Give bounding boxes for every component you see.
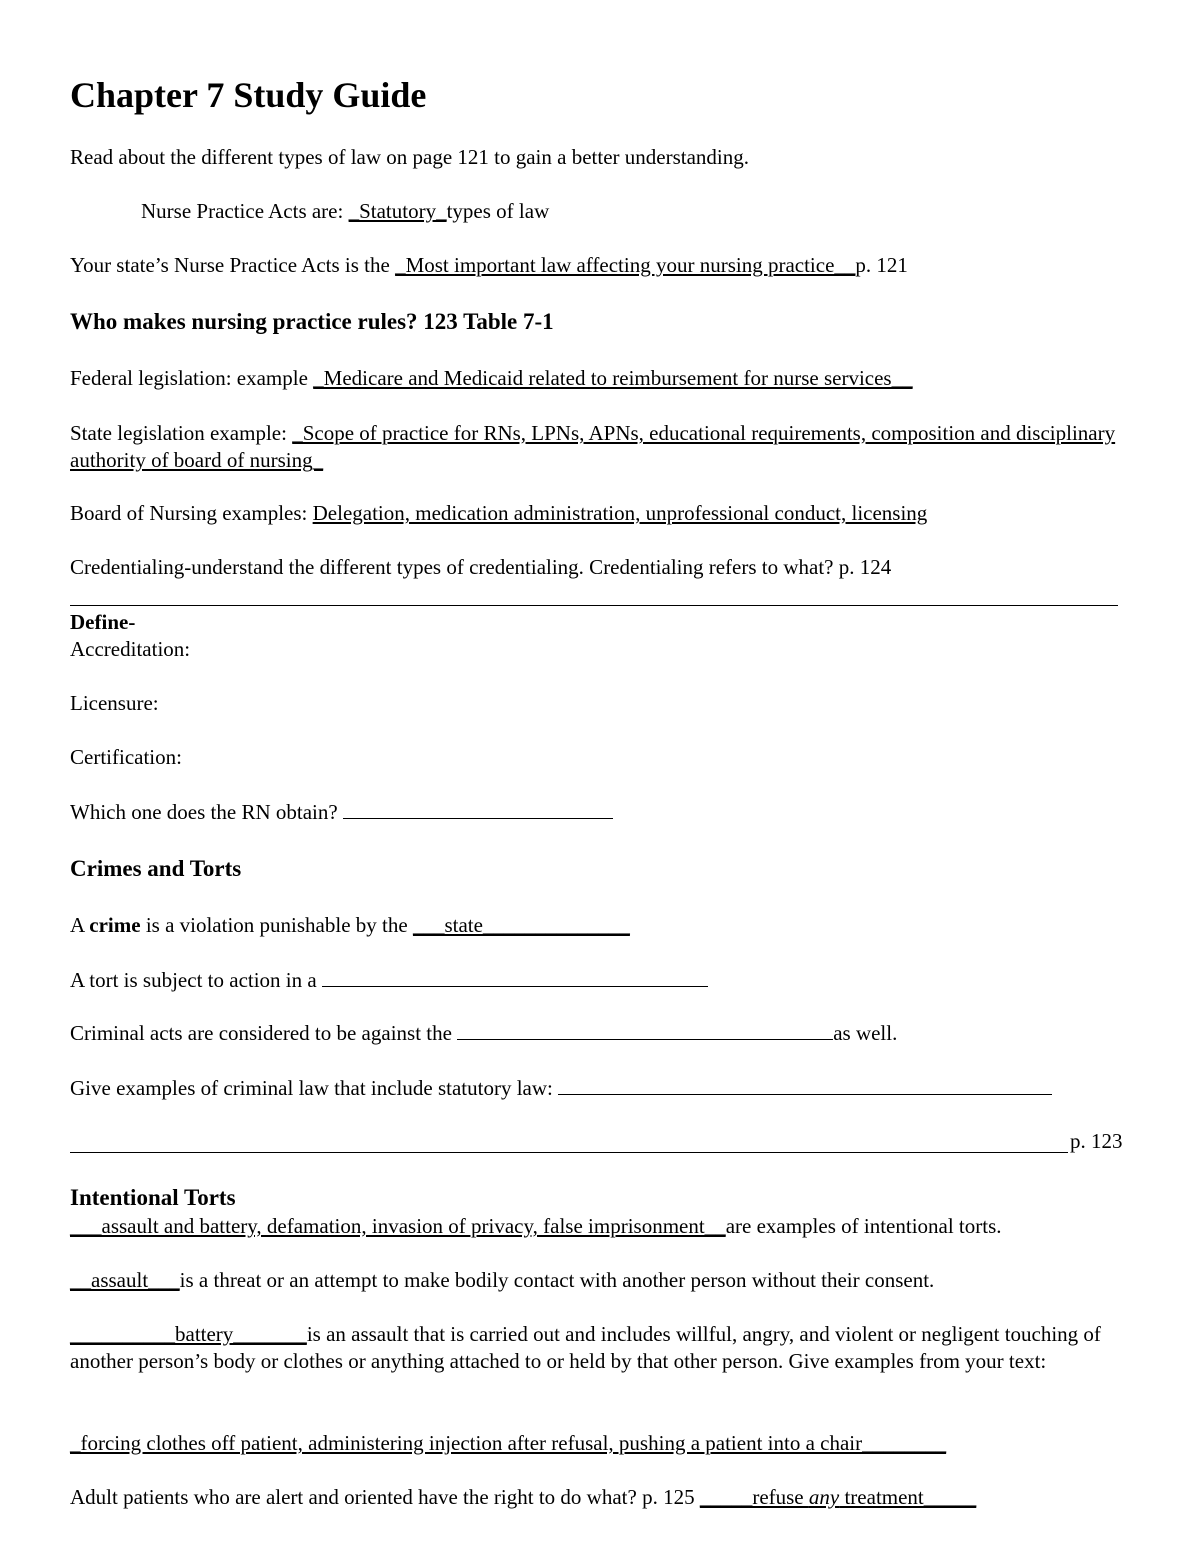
board-line: [70, 500, 927, 527]
define-heading: Define-: [70, 610, 136, 634]
state-prefix: State legislation example:: [70, 421, 293, 445]
adult-answer-pre: _____refuse: [699, 1485, 809, 1509]
intentional-examples-answer: ___assault and battery, defamation, invasion of privacy, false imprisonment__: [70, 1214, 726, 1238]
rn-question: Which one does the RN obtain?: [70, 800, 343, 824]
intentional-examples-line: [70, 1213, 1002, 1240]
state-npa-prefix: Your state’s Nurse Practice Acts is the: [70, 253, 396, 277]
state-npa-suffix: p. 121: [855, 253, 908, 277]
criminal-acts-suffix: as well.: [833, 1021, 898, 1045]
certification-label: Certification:: [70, 745, 182, 769]
federal-answer: _Medicare and Medicaid related to reimbursement for nurse services__: [313, 366, 913, 390]
crime-line: [70, 912, 630, 939]
board-answer: Delegation, medication administration, unprofessional conduct, licensing: [312, 501, 928, 525]
federal-line: [70, 365, 913, 392]
adult-answer-any: any: [808, 1485, 840, 1509]
state-answer: _Scope of practice for RNs, LPNs, APNs, educational requirements, composition and disciplinary authority of board of nursing_: [70, 421, 1116, 472]
licensure-label: Licensure:: [70, 691, 159, 715]
assault-line: [70, 1267, 934, 1294]
state-npa-answer: _Most important law affecting your nursing practice__: [395, 253, 856, 277]
battery-examples: _forcing clothes off patient, administering injection after refusal, pushing a patient into a chair________: [70, 1431, 947, 1455]
battery-examples-line: [70, 1430, 946, 1457]
federal-prefix: Federal legislation: example: [70, 366, 314, 390]
crime-word: crime: [89, 913, 141, 937]
criminal-examples-line-2: [70, 1152, 1068, 1153]
board-prefix: Board of Nursing examples:: [70, 501, 313, 525]
credentialing-answer-line: [70, 605, 1118, 606]
intro-text: Read about the different types of law on page 121 to gain a better understanding.: [70, 145, 749, 169]
battery-definition: is an assault that is carried out and includes willful, angry, and violent or negligent touching of another person’s body or clothes or anything attached to or held by that other person. Give examples from your text:: [70, 1322, 1101, 1373]
criminal-examples-line: [70, 1074, 1052, 1102]
adult-prefix: Adult patients who are alert and oriented have the right to do what? p. 125: [70, 1485, 700, 1509]
npa-prefix: Nurse Practice Acts are:: [141, 199, 349, 223]
npa-suffix: types of law: [446, 199, 550, 223]
credentialing-question: Credentialing-understand the different types of credentialing. Credentialing refers to what? p. 124: [70, 555, 892, 579]
intentional-torts-heading: Intentional Torts: [70, 1185, 236, 1210]
battery-answer: __________battery_______: [70, 1322, 307, 1346]
rules-heading: Who makes nursing practice rules? 123 Table 7-1: [70, 309, 554, 334]
tort-line: [70, 966, 708, 994]
intentional-examples-suffix: are examples of intentional torts.: [725, 1214, 1002, 1238]
criminal-acts-prefix: Criminal acts are considered to be against the: [70, 1021, 458, 1045]
criminal-examples-blank: [558, 1074, 1052, 1095]
adult-line: [70, 1484, 976, 1511]
accreditation-label: Accreditation:: [70, 637, 191, 661]
rn-question-line: [70, 798, 613, 826]
npa-answer: _Statutory_: [348, 199, 447, 223]
assault-definition: is a threat or an attempt to make bodily contact with another person without their consent.: [179, 1268, 935, 1292]
adult-answer-post: treatment_____: [839, 1485, 977, 1509]
crime-a: A: [70, 913, 90, 937]
tort-blank: [322, 966, 708, 987]
tort-text: A tort is subject to action in a: [70, 968, 322, 992]
crimes-heading: Crimes and Torts: [70, 856, 242, 881]
assault-answer: __assault___: [70, 1268, 180, 1292]
state-legislation-line: [70, 420, 1130, 474]
page-ref: p. 123: [1070, 1129, 1123, 1153]
page-title: Chapter 7 Study Guide: [70, 75, 427, 115]
criminal-examples-text: Give examples of criminal law that include statutory law:: [70, 1076, 559, 1100]
rn-answer-blank: [343, 798, 613, 819]
npa-line: [141, 198, 549, 225]
crime-answer: ___state______________: [412, 913, 630, 937]
adult-answer: [700, 1485, 976, 1509]
criminal-acts-blank: [457, 1019, 833, 1040]
state-npa-line: [70, 252, 908, 279]
crime-mid: is a violation punishable by the: [140, 913, 413, 937]
battery-paragraph: [70, 1321, 1130, 1375]
criminal-acts-line: [70, 1019, 897, 1047]
